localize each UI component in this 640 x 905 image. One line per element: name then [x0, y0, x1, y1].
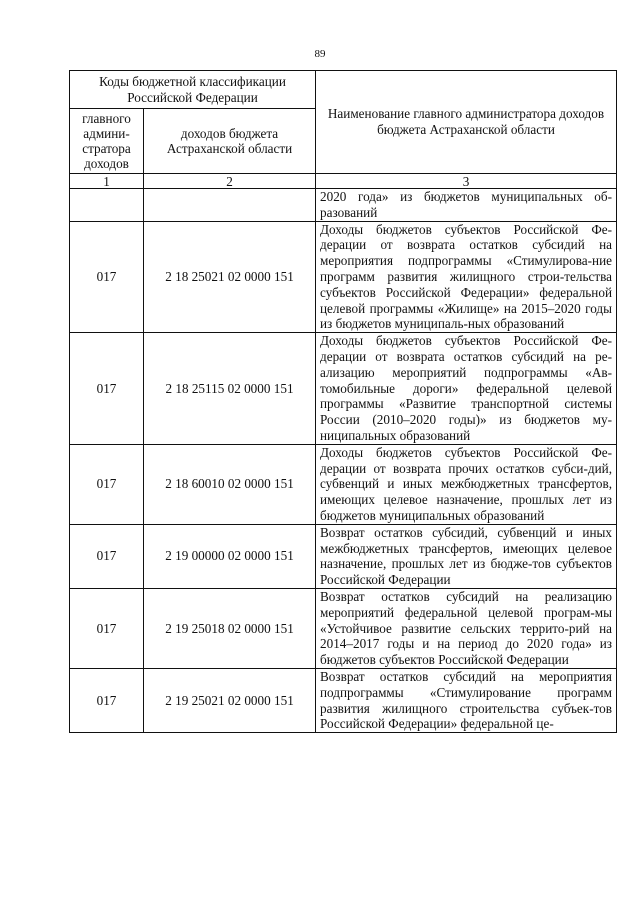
admin-code-cell: 017 [70, 524, 144, 588]
admin-code-cell: 017 [70, 333, 144, 445]
table-row [70, 221, 617, 333]
header-col-name: Наименование главного администратора доходов бюджета Астраханской области [316, 71, 617, 174]
table-row [70, 588, 617, 668]
admin-code-cell: 017 [70, 588, 144, 668]
header-col-admin [70, 109, 144, 174]
revenue-code-cell: 2 19 00000 02 0000 151 [144, 524, 316, 588]
revenue-code-cell: 2 18 25115 02 0000 151 [144, 333, 316, 445]
admin-code-cell: 017 [70, 444, 144, 524]
revenue-code-cell: 2 19 25018 02 0000 151 [144, 588, 316, 668]
table-row [70, 668, 617, 732]
budget-classification-table [69, 70, 617, 733]
table-row [70, 189, 617, 222]
description-cell: Доходы бюджетов субъектов Российской Фе-дерации от возврата остатков субсидий на мероприятия подпрограммы «Стимулирова-ние программ развития жилищного строи-тельства субъектов Российской Федерации» федеральной целевой программы «Жилище» на 2015–2020 годы из бюджетов муниципаль-ных образований [316, 221, 617, 333]
table-header-row [70, 71, 617, 109]
column-number-1: 1 [70, 174, 144, 189]
description-cell: Возврат остатков субсидий, субвенций и иных межбюджетных трансфертов, имеющих целевое назначение, прошлых лет из бюдже-тов субъектов Российской Федерации [316, 524, 617, 588]
header-group-label: Коды бюджетной классификации Российской Федерации [70, 71, 316, 109]
description-cell: 2020 года» из бюджетов муниципальных об-разований [316, 189, 617, 222]
header-col-code: доходов бюджета Астраханской области [144, 109, 316, 174]
admin-code-cell [70, 189, 144, 222]
description-cell: Возврат остатков субсидий на мероприятия подпрограммы «Стимулирование программ развития жилищного строительства субъек-тов Российской Федерации» федеральной це- [316, 668, 617, 732]
revenue-code-cell: 2 18 25021 02 0000 151 [144, 221, 316, 333]
table-row [70, 333, 617, 445]
description-cell: Доходы бюджетов субъектов Российской Фе-дерации от возврата прочих остатков субси-дий, субвенций и иных межбюджетных трансфертов, имеющих целевое назначение, прошлых лет из бюджетов муниципальных образований [316, 444, 617, 524]
column-number-2: 2 [144, 174, 316, 189]
revenue-code-cell: 2 18 60010 02 0000 151 [144, 444, 316, 524]
description-cell: Возврат остатков субсидий на реализацию мероприятий федеральной целевой програм-мы «Устойчивое развитие сельских террито-рий на 2014–2017 годы и на период до 2020 года» из бюджетов субъектов Российской Федерации [316, 588, 617, 668]
revenue-code-cell [144, 189, 316, 222]
table-row [70, 444, 617, 524]
header-col-admin-line: админи- [83, 126, 130, 141]
column-number-3: 3 [316, 174, 617, 189]
admin-code-cell: 017 [70, 668, 144, 732]
header-col-admin-line: доходов [84, 156, 129, 171]
column-number-row [70, 174, 617, 189]
page-number: 89 [314, 48, 326, 60]
header-col-admin-line: стратора [82, 141, 131, 156]
description-cell: Доходы бюджетов субъектов Российской Фе-дерации от возврата остатков субсидий на ре-ализацию мероприятий подпрограммы «Ав-томобильные дороги» федеральной целевой программы «Развитие транспортной системы России (2010–2020 годы)» из бюджетов му-ниципальных образований [316, 333, 617, 445]
table-row [70, 524, 617, 588]
admin-code-cell: 017 [70, 221, 144, 333]
header-col-admin-line: главного [82, 111, 131, 126]
revenue-code-cell: 2 19 25021 02 0000 151 [144, 668, 316, 732]
